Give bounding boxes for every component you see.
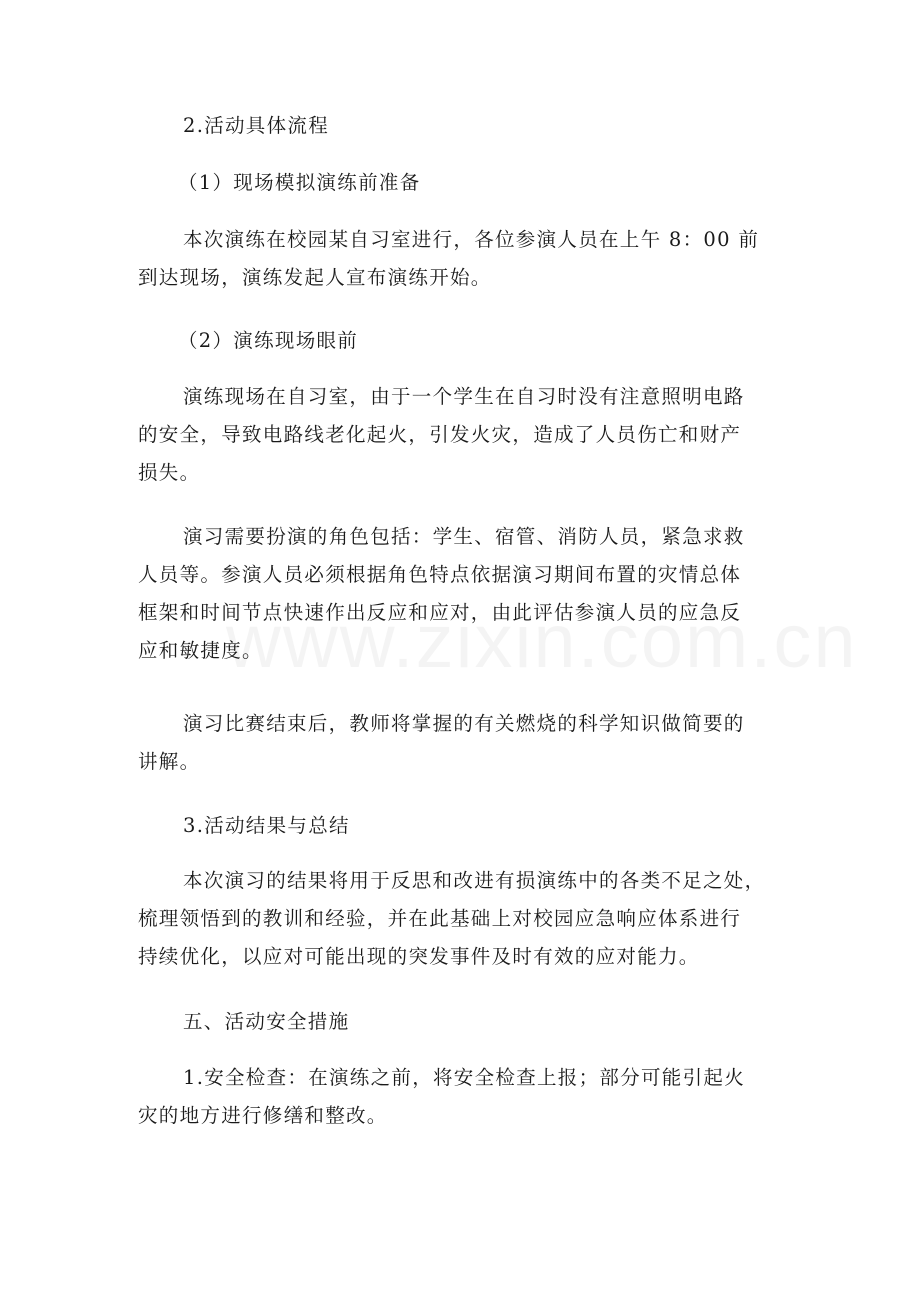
text-line: 梳理领悟到的教训和经验，并在此基础上对校园应急响应体系进行 xyxy=(138,907,742,930)
text-line: 演习需要扮演的角色包括：学生、宿管、消防人员，紧急求救 xyxy=(183,525,745,548)
text-line: 演习比赛结束后，教师将掌握的有关燃烧的科学知识做简要的 xyxy=(183,712,745,735)
text-line: 框架和时间节点快速作出反应和应对，由此评估参演人员的应急反 xyxy=(138,601,742,624)
paragraph-scene xyxy=(138,378,788,492)
text-line: （2）演练现场眼前 xyxy=(178,329,359,352)
text-line: 2.活动具体流程 xyxy=(183,114,330,137)
heading-safety-measures xyxy=(138,1003,788,1041)
text-line: 1.安全检查：在演练之前，将安全检查上报；部分可能引起火 xyxy=(183,1066,746,1089)
paragraph-safety-check xyxy=(138,1059,788,1135)
text-line: 本次演习的结果将用于反思和改进有损演练中的各类不足之处， xyxy=(183,869,766,892)
paragraph-results xyxy=(138,862,788,976)
text-line: 到达现场，演练发起人宣布演练开始。 xyxy=(138,266,492,289)
text-line: 损失。 xyxy=(138,461,201,484)
subheading-preparation xyxy=(138,164,788,202)
heading-activity-process xyxy=(138,107,788,145)
text-line: （1）现场模拟演练前准备 xyxy=(178,171,421,194)
text-line: 3.活动结果与总结 xyxy=(183,814,350,837)
subheading-scene xyxy=(138,322,788,360)
text-line: 灾的地方进行修缮和整改。 xyxy=(138,1104,388,1127)
heading-results-summary xyxy=(138,807,788,845)
text-line: 人员等。参演人员必须根据角色特点依据演习期间布置的灾情总体 xyxy=(138,563,742,586)
paragraph-explanation xyxy=(138,705,788,781)
paragraph-roles xyxy=(138,518,788,670)
text-line: 的安全，导致电路线老化起火，引发火灾，造成了人员伤亡和财产 xyxy=(138,423,742,446)
text-line: 讲解。 xyxy=(138,750,201,773)
text-line: 本次演练在校园某自习室进行，各位参演人员在上午 8：00 前 xyxy=(183,228,760,251)
text-line: 持续优化，以应对可能出现的突发事件及时有效的应对能力。 xyxy=(138,945,700,968)
text-line: 五、活动安全措施 xyxy=(183,1010,350,1033)
paragraph-preparation xyxy=(138,221,788,297)
text-line: 应和敏捷度。 xyxy=(138,639,263,662)
text-line: 演练现场在自习室，由于一个学生在自习时没有注意照明电路 xyxy=(183,385,745,408)
